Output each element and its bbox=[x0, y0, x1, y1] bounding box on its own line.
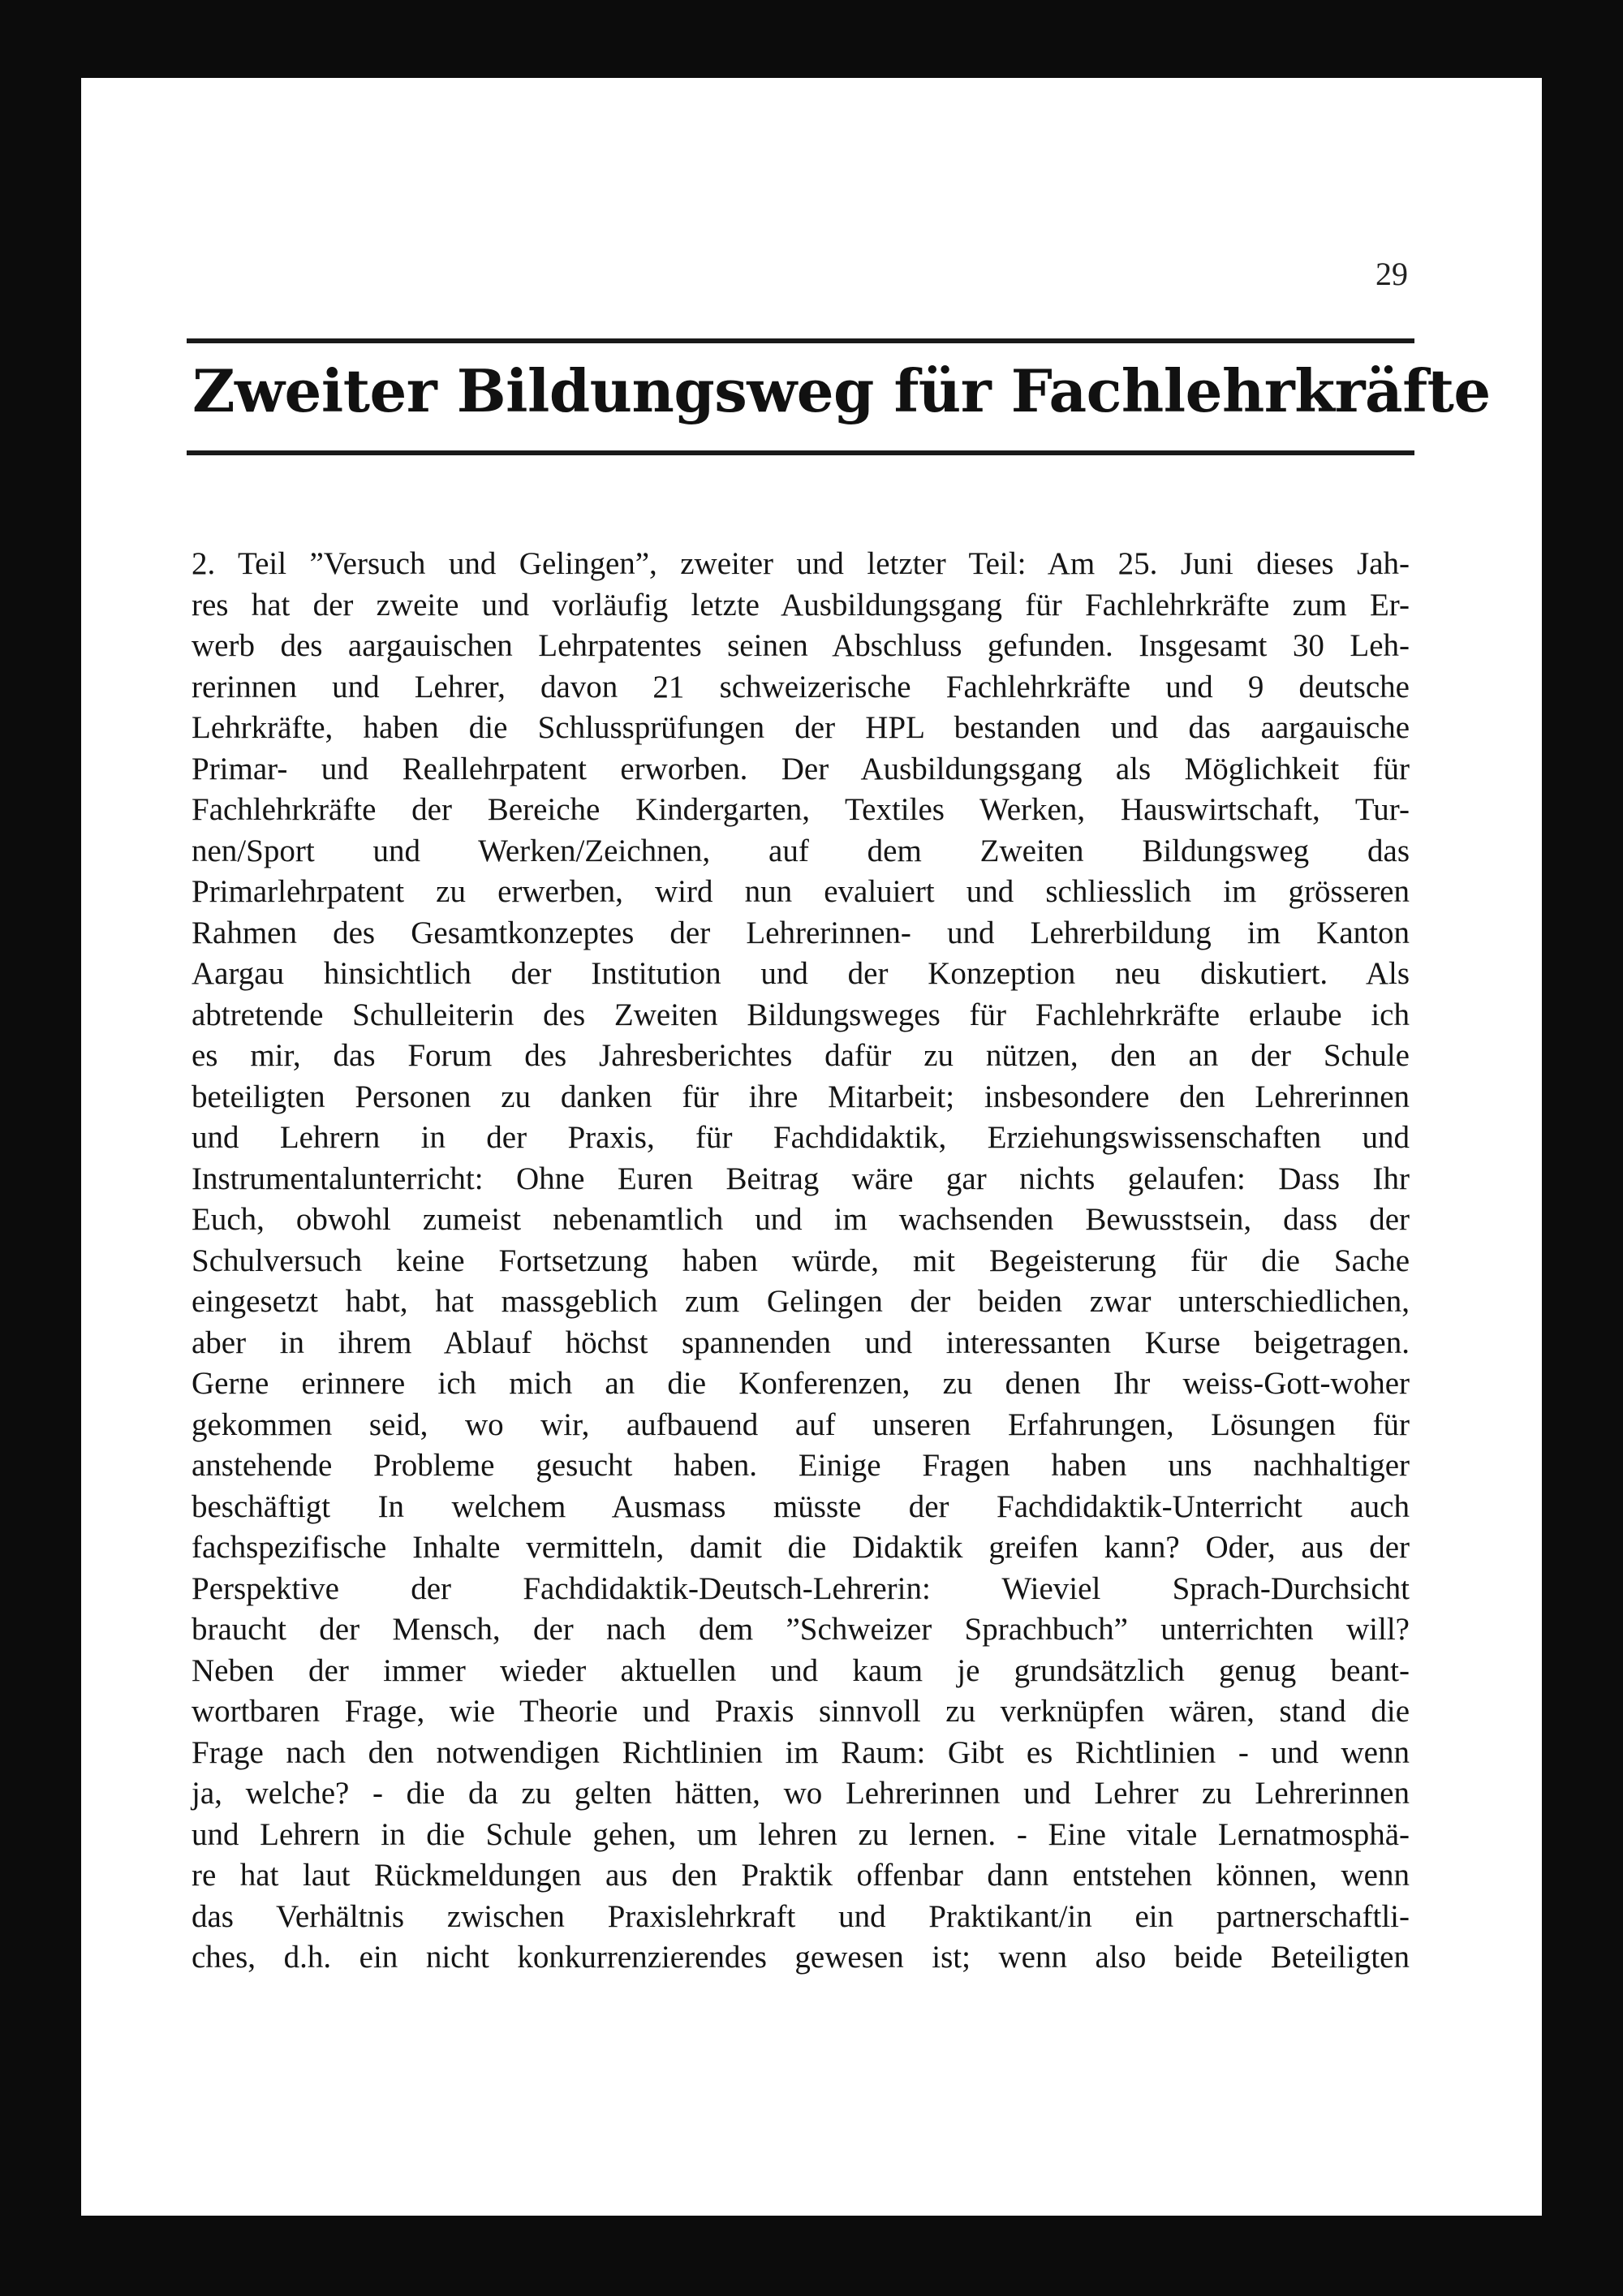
body-line: nen/Sport und Werken/Zeichnen, auf dem Zweiten Bildungsweg das bbox=[192, 833, 1410, 868]
body-line: eingesetzt habt, hat massgeblich zum Gelingen der beiden zwar unterschiedlichen, bbox=[192, 1284, 1410, 1319]
body-line: Fachlehrkräfte der Bereiche Kindergarten, Textiles Werken, Hauswirtschaft, Tur- bbox=[192, 792, 1410, 827]
body-line: Primarlehrpatent zu erwerben, wird nun evaluiert und schliesslich im grösseren bbox=[192, 874, 1410, 909]
body-line: und Lehrern in die Schule gehen, um lehren zu lernen. - Eine vitale Lernatmosphä- bbox=[192, 1816, 1410, 1852]
body-line: re hat laut Rückmeldungen aus den Praktik offenbar dann entstehen können, wenn bbox=[192, 1858, 1410, 1893]
body-line: Schulversuch keine Fortsetzung haben würde, mit Begeisterung für die Sache bbox=[192, 1243, 1410, 1278]
body-line: Gerne erinnere ich mich an die Konferenzen, zu denen Ihr weiss-Gott-woher bbox=[192, 1366, 1410, 1401]
body-line: Euch, obwohl zumeist nebenamtlich und im wachsenden Bewusstsein, dass der bbox=[192, 1202, 1410, 1237]
body-line: beteiligten Personen zu danken für ihre Mitarbeit; insbesondere den Lehrerinnen bbox=[192, 1079, 1410, 1114]
body-line: 2. Teil ”Versuch und Gelingen”, zweiter und letzter Teil: Am 25. Juni dieses Jah- bbox=[192, 546, 1410, 581]
body-line: Primar- und Reallehrpatent erworben. Der Ausbildungsgang als Möglichkeit für bbox=[192, 751, 1410, 786]
body-line: Rahmen des Gesamtkonzeptes der Lehrerinnen- und Lehrerbildung im Kanton bbox=[192, 915, 1410, 950]
body-line: fachspezifische Inhalte vermitteln, damit die Didaktik greifen kann? Oder, aus der bbox=[192, 1530, 1410, 1565]
title-rule-top bbox=[187, 338, 1414, 343]
body-line: ja, welche? - die da zu gelten hätten, wo Lehrerinnen und Lehrer zu Lehrerinnen bbox=[192, 1776, 1410, 1811]
article-body bbox=[192, 544, 1410, 1979]
body-line: aber in ihrem Ablauf höchst spannenden und interessanten Kurse beigetragen. bbox=[192, 1325, 1410, 1360]
body-line: Perspektive der Fachdidaktik-Deutsch-Lehrerin: Wieviel Sprach-Durchsicht bbox=[192, 1570, 1410, 1606]
body-line: das Verhältnis zwischen Praxislehrkraft und Praktikant/in ein partnerschaftli- bbox=[192, 1898, 1410, 1934]
body-line: Neben der immer wieder aktuellen und kaum je grundsätzlich genug beant- bbox=[192, 1652, 1410, 1688]
body-line: abtretende Schulleiterin des Zweiten Bildungsweges für Fachlehrkräfte erlaube ich bbox=[192, 997, 1410, 1032]
page-number: 29 bbox=[1375, 256, 1408, 292]
body-line: beschäftigt In welchem Ausmass müsste der Fachdidaktik-Unterricht auch bbox=[192, 1488, 1410, 1524]
article-title: Zweiter Bildungsweg für Fachlehrkräfte bbox=[192, 356, 1491, 425]
body-line: und Lehrern in der Praxis, für Fachdidaktik, Erziehungswissenschaften und bbox=[192, 1120, 1410, 1155]
body-line: wortbaren Frage, wie Theorie und Praxis sinnvoll zu verknüpfen wären, stand die bbox=[192, 1694, 1410, 1729]
body-line: werb des aargauischen Lehrpatentes seinen Abschluss gefunden. Insgesamt 30 Leh- bbox=[192, 628, 1410, 663]
document-page bbox=[81, 78, 1542, 2216]
body-line: Instrumentalunterricht: Ohne Euren Beitrag wäre gar nichts gelaufen: Dass Ihr bbox=[192, 1161, 1410, 1196]
body-line: rerinnen und Lehrer, davon 21 schweizerische Fachlehrkräfte und 9 deutsche bbox=[192, 669, 1410, 704]
title-rule-bottom bbox=[187, 450, 1414, 455]
body-line: res hat der zweite und vorläufig letzte Ausbildungsgang für Fachlehrkräfte zum Er- bbox=[192, 587, 1410, 622]
body-line: gekommen seid, wo wir, aufbauend auf unseren Erfahrungen, Lösungen für bbox=[192, 1406, 1410, 1442]
body-line: Lehrkräfte, haben die Schlussprüfungen der HPL bestanden und das aargauische bbox=[192, 710, 1410, 745]
body-line: braucht der Mensch, der nach dem ”Schweizer Sprachbuch” unterrichten will? bbox=[192, 1612, 1410, 1647]
body-line: anstehende Probleme gesucht haben. Einige Fragen haben uns nachhaltiger bbox=[192, 1448, 1410, 1483]
body-line: Frage nach den notwendigen Richtlinien im Raum: Gibt es Richtlinien - und wenn bbox=[192, 1734, 1410, 1770]
body-line: ches, d.h. ein nicht konkurrenzierendes gewesen ist; wenn also beide Beteiligten bbox=[192, 1940, 1410, 1975]
body-line: es mir, das Forum des Jahresberichtes dafür zu nützen, den an der Schule bbox=[192, 1038, 1410, 1073]
body-line: Aargau hinsichtlich der Institution und der Konzeption neu diskutiert. Als bbox=[192, 956, 1410, 991]
